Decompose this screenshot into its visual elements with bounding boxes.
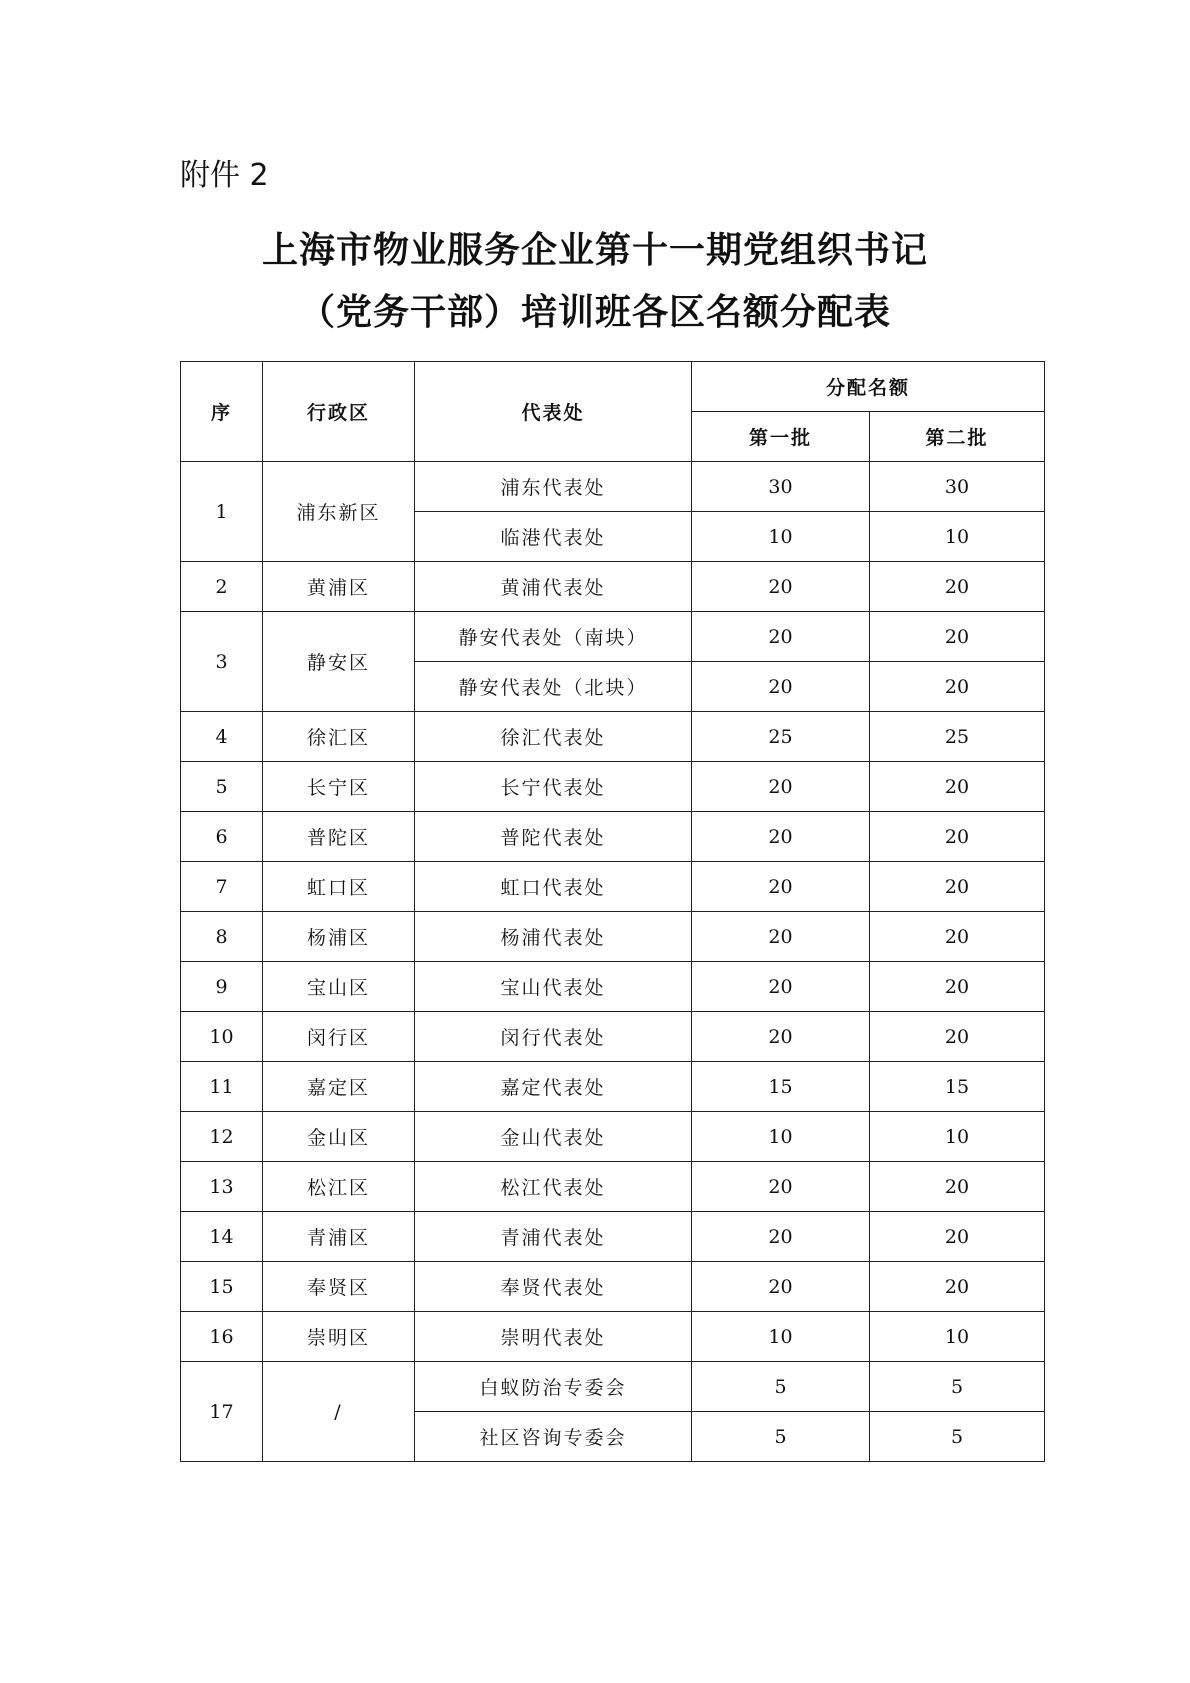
district-cell: 静安区 xyxy=(263,612,415,712)
document-title-line-2: （党务干部）培训班各区名额分配表 xyxy=(298,292,891,333)
office-cell: 松江代表处 xyxy=(415,1162,692,1212)
table-row xyxy=(181,1212,1045,1262)
batch-2-cell: 30 xyxy=(870,462,1045,512)
office-cell: 长宁代表处 xyxy=(415,762,692,812)
office-cell: 徐汇代表处 xyxy=(415,712,692,762)
batch-1-cell: 5 xyxy=(692,1362,870,1412)
batch-2-cell: 10 xyxy=(870,1312,1045,1362)
table-row xyxy=(181,462,1045,512)
seq-cell: 6 xyxy=(181,812,263,862)
table-row xyxy=(181,962,1045,1012)
batch-2-cell: 20 xyxy=(870,1262,1045,1312)
batch-2-cell: 5 xyxy=(870,1362,1045,1412)
batch-2-cell: 25 xyxy=(870,712,1045,762)
batch-2-cell: 5 xyxy=(870,1412,1045,1462)
office-cell: 青浦代表处 xyxy=(415,1212,692,1262)
table-row xyxy=(181,912,1045,962)
table-row xyxy=(181,712,1045,762)
header-batch-1: 第一批 xyxy=(692,412,870,462)
batch-1-cell: 20 xyxy=(692,612,870,662)
district-cell: 黄浦区 xyxy=(263,562,415,612)
batch-2-cell: 20 xyxy=(870,812,1045,862)
batch-1-cell: 25 xyxy=(692,712,870,762)
batch-2-cell: 20 xyxy=(870,962,1045,1012)
district-cell: 杨浦区 xyxy=(263,912,415,962)
table-row xyxy=(181,1012,1045,1062)
batch-1-cell: 20 xyxy=(692,862,870,912)
batch-1-cell: 20 xyxy=(692,562,870,612)
district-cell: 闵行区 xyxy=(263,1012,415,1062)
district-cell: 长宁区 xyxy=(263,762,415,812)
table-row xyxy=(181,862,1045,912)
table-row xyxy=(181,562,1045,612)
office-cell: 宝山代表处 xyxy=(415,962,692,1012)
document-title-line-1: 上海市物业服务企业第十一期党组织书记 xyxy=(261,230,928,271)
office-cell: 崇明代表处 xyxy=(415,1312,692,1362)
batch-2-cell: 15 xyxy=(870,1062,1045,1112)
seq-cell: 16 xyxy=(181,1312,263,1362)
header-seq: 序 xyxy=(181,362,263,462)
batch-2-cell: 20 xyxy=(870,1012,1045,1062)
seq-cell: 1 xyxy=(181,462,263,562)
district-cell: 青浦区 xyxy=(263,1212,415,1262)
batch-1-cell: 30 xyxy=(692,462,870,512)
district-cell: 虹口区 xyxy=(263,862,415,912)
office-cell: 静安代表处（北块） xyxy=(415,662,692,712)
table-row xyxy=(181,812,1045,862)
seq-cell: 14 xyxy=(181,1212,263,1262)
batch-2-cell: 20 xyxy=(870,912,1045,962)
batch-2-cell: 10 xyxy=(870,512,1045,562)
seq-cell: 3 xyxy=(181,612,263,712)
seq-cell: 12 xyxy=(181,1112,263,1162)
batch-1-cell: 10 xyxy=(692,1112,870,1162)
batch-2-cell: 20 xyxy=(870,1212,1045,1262)
table-row xyxy=(181,612,1045,662)
seq-cell: 2 xyxy=(181,562,263,612)
office-cell: 普陀代表处 xyxy=(415,812,692,862)
batch-2-cell: 20 xyxy=(870,662,1045,712)
batch-2-cell: 20 xyxy=(870,762,1045,812)
batch-2-cell: 10 xyxy=(870,1112,1045,1162)
seq-cell: 13 xyxy=(181,1162,263,1212)
batch-2-cell: 20 xyxy=(870,612,1045,662)
batch-1-cell: 20 xyxy=(692,1212,870,1262)
batch-1-cell: 20 xyxy=(692,1012,870,1062)
office-cell: 嘉定代表处 xyxy=(415,1062,692,1112)
district-cell: 普陀区 xyxy=(263,812,415,862)
table-row xyxy=(181,1362,1045,1412)
district-cell: 浦东新区 xyxy=(263,462,415,562)
seq-cell: 11 xyxy=(181,1062,263,1112)
seq-cell: 15 xyxy=(181,1262,263,1312)
office-cell: 金山代表处 xyxy=(415,1112,692,1162)
batch-2-cell: 20 xyxy=(870,562,1045,612)
office-cell: 静安代表处（南块） xyxy=(415,612,692,662)
table-row xyxy=(181,762,1045,812)
batch-1-cell: 20 xyxy=(692,812,870,862)
table-row xyxy=(181,1112,1045,1162)
district-cell: 奉贤区 xyxy=(263,1262,415,1312)
table-row xyxy=(181,1312,1045,1362)
office-cell: 社区咨询专委会 xyxy=(415,1412,692,1462)
seq-cell: 8 xyxy=(181,912,263,962)
district-cell: 宝山区 xyxy=(263,962,415,1012)
quota-allocation-table xyxy=(180,361,1045,1462)
table-row xyxy=(181,1162,1045,1212)
header-quota: 分配名额 xyxy=(692,362,1045,412)
batch-1-cell: 10 xyxy=(692,1312,870,1362)
district-cell: 松江区 xyxy=(263,1162,415,1212)
office-cell: 虹口代表处 xyxy=(415,862,692,912)
office-cell: 白蚁防治专委会 xyxy=(415,1362,692,1412)
district-cell: 徐汇区 xyxy=(263,712,415,762)
table-body xyxy=(181,462,1045,1462)
batch-2-cell: 20 xyxy=(870,1162,1045,1212)
header-batch-2: 第二批 xyxy=(870,412,1045,462)
table-header xyxy=(181,362,1045,462)
batch-1-cell: 5 xyxy=(692,1412,870,1462)
office-cell: 浦东代表处 xyxy=(415,462,692,512)
batch-1-cell: 15 xyxy=(692,1062,870,1112)
district-cell: / xyxy=(263,1362,415,1462)
seq-cell: 10 xyxy=(181,1012,263,1062)
header-office: 代表处 xyxy=(415,362,692,462)
batch-1-cell: 20 xyxy=(692,962,870,1012)
batch-1-cell: 10 xyxy=(692,512,870,562)
office-cell: 黄浦代表处 xyxy=(415,562,692,612)
seq-cell: 5 xyxy=(181,762,263,812)
office-cell: 临港代表处 xyxy=(415,512,692,562)
office-cell: 奉贤代表处 xyxy=(415,1262,692,1312)
batch-1-cell: 20 xyxy=(692,762,870,812)
district-cell: 金山区 xyxy=(263,1112,415,1162)
office-cell: 闵行代表处 xyxy=(415,1012,692,1062)
seq-cell: 7 xyxy=(181,862,263,912)
batch-1-cell: 20 xyxy=(692,1262,870,1312)
office-cell: 杨浦代表处 xyxy=(415,912,692,962)
batch-1-cell: 20 xyxy=(692,1162,870,1212)
seq-cell: 4 xyxy=(181,712,263,762)
table-row xyxy=(181,1062,1045,1112)
seq-cell: 9 xyxy=(181,962,263,1012)
batch-1-cell: 20 xyxy=(692,912,870,962)
attachment-label: 附件 2 xyxy=(180,158,269,193)
table-row xyxy=(181,1262,1045,1312)
batch-2-cell: 20 xyxy=(870,862,1045,912)
district-cell: 嘉定区 xyxy=(263,1062,415,1112)
seq-cell: 17 xyxy=(181,1362,263,1462)
district-cell: 崇明区 xyxy=(263,1312,415,1362)
batch-1-cell: 20 xyxy=(692,662,870,712)
header-district: 行政区 xyxy=(263,362,415,462)
